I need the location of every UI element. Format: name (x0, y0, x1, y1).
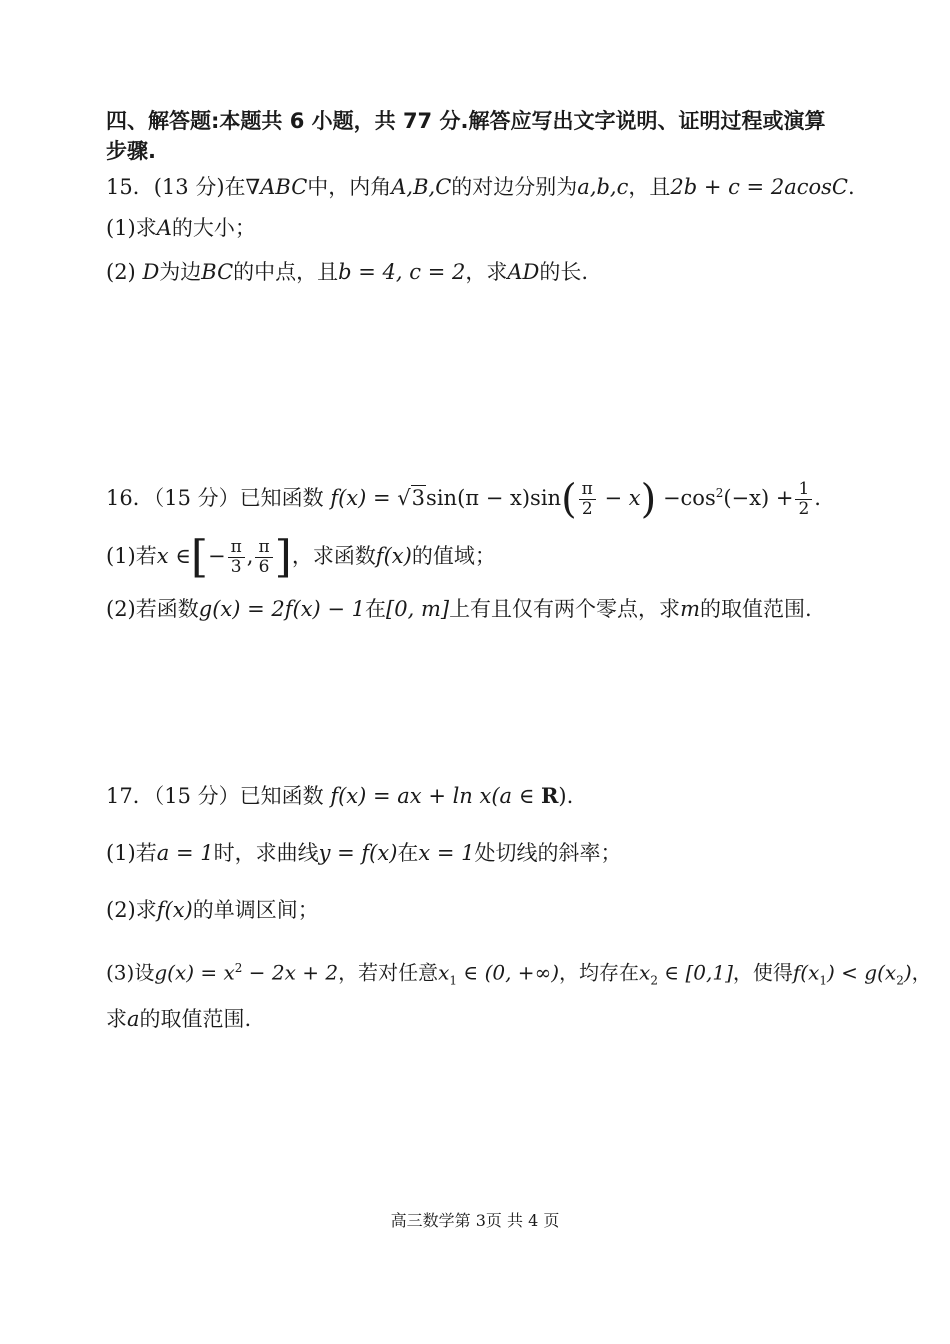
q16-paren-open: ( (561, 476, 577, 523)
frac-num: π (228, 538, 245, 558)
q15-triangle: ABC (260, 175, 308, 199)
q17-var-a: a (127, 1007, 140, 1031)
q15-text: 的中点，且 (233, 260, 339, 284)
q17-part1-label: (1) (106, 841, 136, 865)
q15-points: (13 分) (153, 175, 225, 199)
q17-number: 17． (106, 784, 154, 808)
page-footer: 高三数学第 3页 共 4 页 (390, 1211, 560, 1230)
q16-sqrt-radicand: 3 (411, 486, 426, 510)
q16-g-def: g(x) = 2f(x) − 1 (198, 597, 366, 621)
q16-part2 (106, 594, 812, 624)
q17-sub: 2 (650, 973, 658, 988)
q16-cos-arg: (−x) + (723, 486, 794, 510)
q15-text: 的大小； (171, 216, 256, 240)
q17-g-def: − 2x + 2 (242, 960, 339, 985)
q15-text: 在∇ (224, 175, 261, 199)
q16-frac-pi-2 (579, 480, 596, 519)
q16-cos: −cos (656, 486, 716, 510)
frac-den: 3 (230, 557, 242, 577)
q16-x-in: x ∈ (156, 544, 191, 568)
q17-x2-domain: ∈ [0,1] (657, 960, 733, 985)
q17-function-def: f(x) = ax + ln x(a ∈ (330, 784, 541, 808)
q16-frac-pi-3 (228, 538, 245, 577)
q16-function-lhs: f(x) = (330, 486, 398, 510)
q17-part3 (106, 953, 932, 996)
q16-points: （15 分） (153, 486, 240, 510)
q16-text: . (814, 486, 821, 510)
q17-x1-domain: ∈ (0, +∞) (457, 960, 560, 985)
q17-text: ，若对任意 (338, 960, 439, 985)
q17-part3-line2 (106, 1004, 251, 1034)
q17-text: ，使得 (732, 960, 793, 985)
q15-text: 的对边分别为 (451, 175, 578, 199)
q16-paren-close: ) (640, 476, 657, 523)
q17-text: 已知函数 (239, 784, 324, 808)
q15-text: 求 (135, 216, 157, 240)
q16-part2-label: (2) (106, 597, 136, 621)
q15-condition: 2b + c = 2acosC (670, 175, 848, 199)
q17-part3-label: (3) (106, 960, 135, 985)
q15-text: . (847, 175, 855, 199)
q15-condition: b = 4, c = 2 (338, 260, 466, 284)
q15-part1-label: (1) (106, 216, 136, 240)
q16-part1-label: (1) (106, 544, 136, 568)
q17-text: 求 (135, 898, 157, 922)
q17-x2: x (639, 960, 651, 985)
q16-fx: f(x) (375, 544, 412, 568)
frac-den: 6 (258, 557, 270, 577)
q17-text: 时，求曲线 (213, 841, 319, 865)
q15-stem (106, 172, 855, 202)
q16-interval: [0, m] (386, 597, 450, 621)
section-heading: 四、解答题:本题共 6 小题，共 77 分.解答应写出文字说明、证明过程或演算步骤. (106, 109, 826, 163)
frac-num: 1 (795, 480, 812, 500)
q15-text: 的长. (539, 260, 589, 284)
q17-points: （15 分） (153, 784, 240, 808)
frac-den: 2 (798, 499, 810, 519)
q16-text: 若函数 (135, 597, 199, 621)
q16-neg: − (208, 544, 226, 568)
q16-number: 16． (106, 486, 154, 510)
q17-x1: x (438, 960, 450, 985)
frac-den: 2 (581, 499, 593, 519)
q15-text: ，求 (465, 260, 508, 284)
q15-part2 (106, 257, 588, 287)
q17-text: 的单调区间； (192, 898, 319, 922)
q17-text: 求 (106, 1007, 127, 1031)
q17-ineq: ) (903, 960, 912, 985)
q15-sides: a,b,c (577, 175, 629, 199)
q17-sub: 2 (896, 973, 904, 988)
q16-sqrt: √3 (397, 486, 426, 510)
q17-stem (106, 781, 573, 811)
q17-text: ，均存在 (559, 960, 640, 985)
q17-part2-label: (2) (106, 898, 136, 922)
q17-sub: 1 (449, 973, 458, 988)
q17-part2 (106, 895, 319, 925)
q17-text: 在 (397, 841, 419, 865)
q16-sin-term: sin(π − x)sin (426, 486, 562, 510)
q15-var: D (142, 260, 160, 284)
q16-comma: , (246, 544, 254, 568)
q15-text: 中，内角 (307, 175, 392, 199)
q17-text: ， (911, 960, 932, 985)
q16-text: 上有且仅有两个零点，求 (449, 597, 681, 621)
q17-x-value: x = 1 (418, 841, 475, 865)
q17-text: 处切线的斜率； (474, 841, 622, 865)
q15-text: ，且 (628, 175, 671, 199)
q17-text: 若 (135, 841, 157, 865)
q16-text: 在 (365, 597, 387, 621)
q17-text: 的取值范围. (139, 1007, 252, 1031)
q17-curve: y = f(x) (318, 841, 398, 865)
q17-a-value: a = 1 (156, 841, 214, 865)
frac-num: π (255, 538, 272, 558)
q17-sup: 2 (234, 961, 243, 975)
q16-bracket-open: [ (190, 531, 208, 583)
q16-stem: 16．（15 分）已知函数 f(x) = √3sin(π − x)sin( $\frac{\pi}{2}$ − $x) -\cos^2(-x)$ + $\frac{1}{2}$ . (106, 476, 821, 523)
q16-text: 已知函数 (239, 486, 324, 510)
q15-text: 为边 (159, 260, 202, 284)
q16-text: 若 (135, 544, 157, 568)
q17-ineq: f(x (792, 960, 820, 985)
q15-var: AD (507, 260, 540, 284)
q16-var-m: m (680, 597, 700, 621)
q15-angles: A,B,C (391, 175, 452, 199)
q17-reals: R (540, 783, 559, 808)
q17-text: 设 (134, 960, 155, 985)
q16-frac-half (795, 480, 812, 519)
q16-text: ，求函数 (291, 544, 376, 568)
q17-text: ). (558, 784, 574, 808)
q17-ineq: ) < g(x (827, 960, 897, 985)
q17-fx: f(x) (156, 898, 193, 922)
q15-var: BC (201, 260, 234, 284)
q16-text: 的取值范围. (699, 597, 812, 621)
q17-part1 (106, 838, 622, 868)
q15-var: A (156, 216, 172, 240)
frac-num: π (579, 480, 596, 500)
q16-bracket-close: ] (274, 531, 292, 583)
q15-part1 (106, 213, 256, 243)
q15-number: 15． (106, 175, 154, 199)
q17-sub: 1 (819, 973, 828, 988)
q17-g-def: g(x) = x (154, 960, 235, 985)
q15-part2-label: (2) (106, 260, 136, 284)
q16-frac-pi-6 (255, 538, 272, 577)
q16-part1 (106, 531, 496, 583)
q16-text: 的值域； (411, 544, 496, 568)
q16-minus-x: − x (597, 486, 641, 510)
